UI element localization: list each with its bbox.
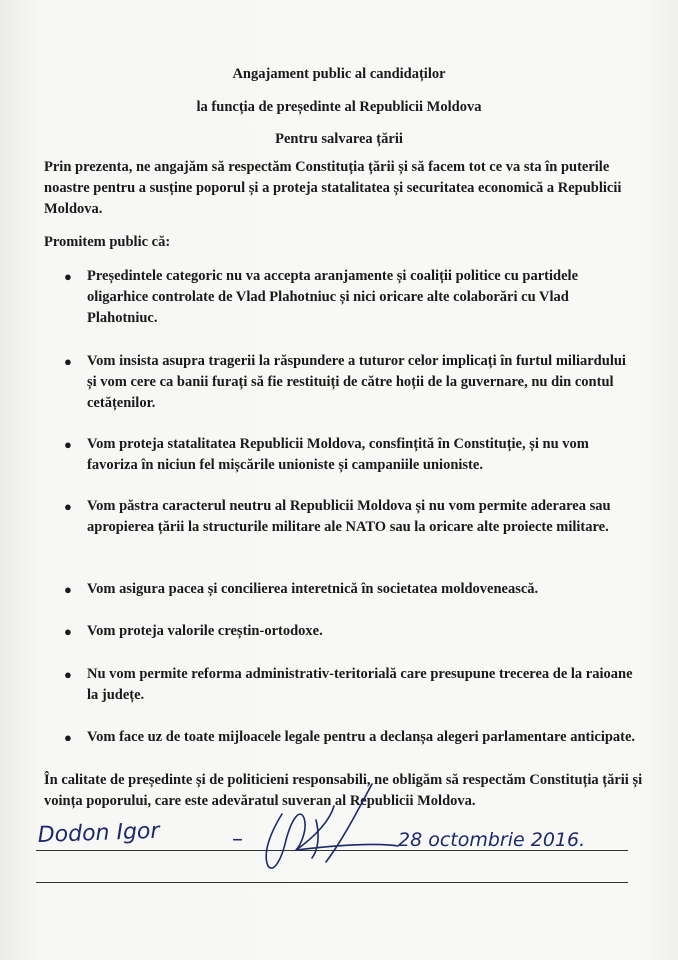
bullet-dot-icon: ● [64, 667, 72, 682]
document-title-line-3: Pentru salvarea țării [275, 131, 403, 147]
bullet-text: Nu vom permite reforma administrativ-teritorială care presupune trecerea de la raioane la județe. [87, 666, 633, 703]
bullet-text: Vom proteja statalitatea Republicii Moldova, consfințită în Constituție, și nu vom favoriza în niciun fel mișcările unioniste și campaniile unioniste. [87, 436, 589, 473]
bullet-text: Președintele categoric nu va accepta aranjamente și coaliții politice cu partidele oligarhice controlate de Vlad Plahotniuc și nici oricare alte colaborări cu Vlad Plahotniuc. [87, 268, 579, 326]
handwritten-dash: – [232, 827, 243, 852]
bullet-dot-icon: ● [64, 730, 72, 745]
bullet-dot-icon: ● [64, 582, 72, 597]
document-title-line-2: la funcția de președinte al Republicii Moldova [196, 99, 482, 115]
bullet-text: Vom face uz de toate mijloacele legale pentru a declanșa alegeri parlamentare anticipate. [87, 729, 636, 745]
bullet-text: Vom insista asupra tragerii la răspundere a tuturor celor implicați în furtul miliardului și vom cere ca banii furați să fie restituiți de către hoții de la guvernare, nu din contul cetățenilor. [87, 353, 626, 411]
bullet-text: Vom proteja valorile creștin-ortodoxe. [87, 623, 323, 639]
bullet-dot-icon: ● [64, 437, 72, 452]
handwritten-date: 28 octombrie 2016. [398, 829, 586, 851]
bullet-dot-icon: ● [64, 624, 72, 639]
bullet-text: Vom păstra caracterul neutru al Republicii Moldova și nu vom permite aderarea sau apropierea țării la structurile militare ale NATO sau la oricare alte proiecte militare. [87, 498, 611, 535]
bullet-dot-icon: ● [64, 269, 72, 284]
bullet-text: Vom asigura pacea și concilierea interetnică în societatea moldovenească. [87, 581, 539, 597]
handwritten-name: Dodon Igor [37, 818, 160, 848]
bullet-dot-icon: ● [64, 499, 72, 514]
closing-paragraph: În calitate de președinte și de politicieni responsabili, ne obligăm să respectăm Constituția țării și voința poporului, care este adevăratul suveran al Republicii Moldova. [44, 772, 643, 809]
bullet-dot-icon: ● [64, 354, 72, 369]
promise-heading: Promitem public că: [44, 234, 171, 250]
intro-paragraph: Prin prezenta, ne angajăm să respectăm Constituția țării și să facem tot ce va sta în puterile noastre pentru a susține poporul și a proteja statalitatea și securitatea economică a Republicii Moldova. [44, 159, 622, 217]
signature-scribble-icon [266, 784, 398, 868]
document-title-line-1: Angajament public al candidaților [232, 66, 446, 82]
